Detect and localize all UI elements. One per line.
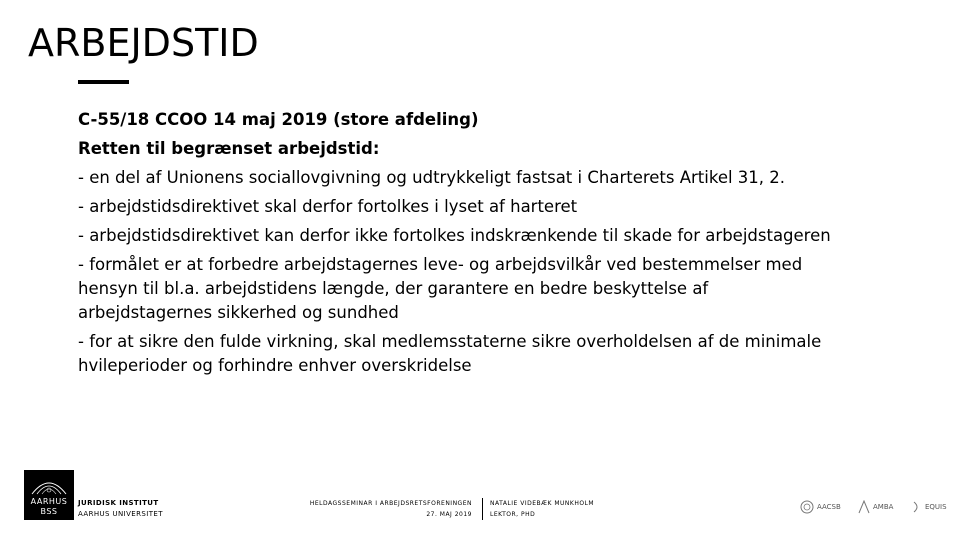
event-block [300,498,472,520]
equis-label: EQUIS [925,503,947,511]
amba-mark-icon [858,500,870,514]
bullet-4-line-1: - formålet er at forbedre arbejdstagernes leve- og arbejdsvilkår ved bestemmelser med [78,255,803,274]
slide-body [78,108,878,383]
footer [0,460,960,540]
bullet-4-line-2: hensyn til bl.a. arbejdstidens længde, der garantere en bedre beskyttelse af [78,279,709,298]
aarhus-bss-logo [24,470,74,520]
logo-text-aarhus: AARHUS [30,497,68,506]
amba-label: AMBA [873,503,894,511]
bullet-2: - arbejdstidsdirektivet skal derfor fortolkes i lyset af harteret [78,197,578,216]
amba-accreditation [858,496,893,518]
aacsb-label: AACSB [817,503,841,511]
bullet-1: - en del af Unionens sociallovgivning og udtrykkeligt fastsat i Charterets Artikel 31, 2. [78,168,786,187]
author-name: NATALIE VIDEBÆK MUNKHOLM [490,500,595,507]
aacsb-accreditation [800,496,841,518]
institute-block [78,498,163,520]
bullet-5 [78,330,878,378]
institute-name: JURIDISK INSTITUT [78,499,159,507]
case-reference: C-55/18 CCOO 14 maj 2019 (store afdeling) [78,110,479,129]
equis-accreditation [912,496,947,518]
footer-divider [482,498,483,520]
author-block [490,498,594,520]
bullet-5-line-1: - for at sikre den fulde virkning, skal medlemsstaterne sikre overholdelsen af de minimale [78,332,822,351]
title-underline [78,80,129,84]
author-title: LEKTOR, PHD [490,511,536,518]
bullet-4 [78,253,878,325]
university-name: AARHUS UNIVERSITET [78,510,163,518]
slide-title: ARBEJDSTID [28,21,259,65]
event-name: HELDAGSSEMINAR I ARBEJDSRETSFORENINGEN [309,500,472,507]
bullet-3: - arbejdstidsdirektivet kan derfor ikke fortolkes indskrænkende til skade for arbejdstageren [78,226,831,245]
bullet-4-line-3: arbejdstagernes sikkerhed og sundhed [78,303,399,322]
event-date: 27. MAJ 2019 [426,511,472,518]
section-heading: Retten til begrænset arbejdstid: [78,139,380,158]
logo-text-bss: BSS [40,507,58,516]
equis-mark-icon [912,500,922,514]
aacsb-seal-icon [800,500,814,514]
bullet-5-line-2: hvileperioder og forhindre enhver overskridelse [78,356,472,375]
